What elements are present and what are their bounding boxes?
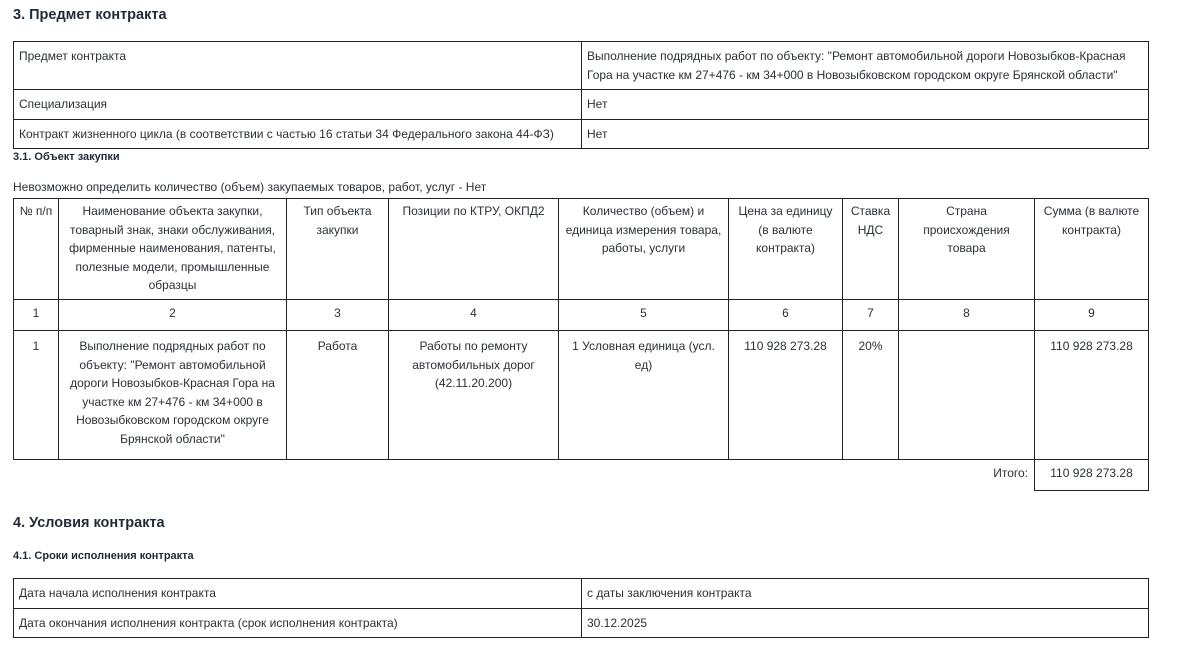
- cell-country: [899, 331, 1035, 460]
- cell-price: 110 928 273.28: [729, 331, 843, 460]
- column-number-row: [14, 300, 1149, 331]
- col-num: 7: [843, 300, 899, 331]
- total-row: [14, 460, 1149, 491]
- cell-ktru: Работы по ремонту автомобильных дорог (42.11.20.200): [389, 331, 559, 460]
- cell-type: Работа: [287, 331, 389, 460]
- section-3-title: 3. Предмет контракта: [13, 7, 167, 23]
- start-date-label: Дата начала исполнения контракта: [14, 579, 582, 609]
- header-qty: Количество (объем) и единица измерения товара, работы, услуги: [559, 199, 729, 300]
- subject-value: Выполнение подрядных работ по объекту: "Ремонт автомобильной дороги Новозыбков-Красная Гора на участке км 27+476 - км 34+000 в Новозыбковском городском округе Брянской области": [582, 42, 1149, 90]
- total-label: Итого:: [993, 466, 1028, 480]
- start-date-value: с даты заключения контракта: [582, 579, 1149, 609]
- header-sum: Сумма (в валюте контракта): [1035, 199, 1149, 300]
- table-row: [14, 331, 1149, 460]
- end-date-label: Дата окончания исполнения контракта (срок исполнения контракта): [14, 608, 582, 638]
- contract-subject-table: [13, 41, 1149, 149]
- section-4-1-title: 4.1. Сроки исполнения контракта: [13, 550, 194, 562]
- procurement-objects-table: [13, 198, 1149, 491]
- col-num: 4: [389, 300, 559, 331]
- col-num: 8: [899, 300, 1035, 331]
- col-num: 6: [729, 300, 843, 331]
- lifecycle-value: Нет: [582, 119, 1149, 149]
- col-num: 5: [559, 300, 729, 331]
- cell-num: 1: [14, 331, 59, 460]
- table-row: [14, 42, 1149, 90]
- header-vat: Ставка НДС: [843, 199, 899, 300]
- col-num: 9: [1035, 300, 1149, 331]
- table-header-row: [14, 199, 1149, 300]
- col-num: 3: [287, 300, 389, 331]
- lifecycle-label: Контракт жизненного цикла (в соответствии с частью 16 статьи 34 Федерального закона 44-ФЗ): [14, 119, 582, 149]
- cell-qty: 1 Условная единица (усл. ед): [559, 331, 729, 460]
- section-3-1-title: 3.1. Объект закупки: [13, 151, 120, 163]
- quantity-note: Невозможно определить количество (объем) закупаемых товаров, работ, услуг - Нет: [13, 180, 487, 194]
- header-name: Наименование объекта закупки, товарный знак, знаки обслуживания, фирменные наименования, патенты, полезные модели, промышленные образцы: [59, 199, 287, 300]
- cell-name: Выполнение подрядных работ по объекту: "Ремонт автомобильной дороги Новозыбков-Красная Гора на участке км 27+476 - км 34+000 в Новозыбковском городском округе Брянской области": [59, 331, 287, 460]
- end-date-value: 30.12.2025: [582, 608, 1149, 638]
- header-country: Страна происхождения товара: [899, 199, 1035, 300]
- table-row: [14, 579, 1149, 609]
- table-row: [14, 119, 1149, 149]
- col-num: 1: [14, 300, 59, 331]
- contract-dates-table: [13, 578, 1149, 638]
- header-type: Тип объекта закупки: [287, 199, 389, 300]
- header-ktru: Позиции по КТРУ, ОКПД2: [389, 199, 559, 300]
- table-row: [14, 608, 1149, 638]
- section-4-title: 4. Условия контракта: [13, 515, 165, 531]
- subject-label: Предмет контракта: [14, 42, 582, 90]
- header-price: Цена за единицу (в валюте контракта): [729, 199, 843, 300]
- cell-sum: 110 928 273.28: [1035, 331, 1149, 460]
- specialization-label: Специализация: [14, 90, 582, 120]
- table-row: [14, 90, 1149, 120]
- specialization-value: Нет: [582, 90, 1149, 120]
- header-num: № п/п: [14, 199, 59, 300]
- col-num: 2: [59, 300, 287, 331]
- cell-vat: 20%: [843, 331, 899, 460]
- total-value: 110 928 273.28: [1035, 460, 1149, 491]
